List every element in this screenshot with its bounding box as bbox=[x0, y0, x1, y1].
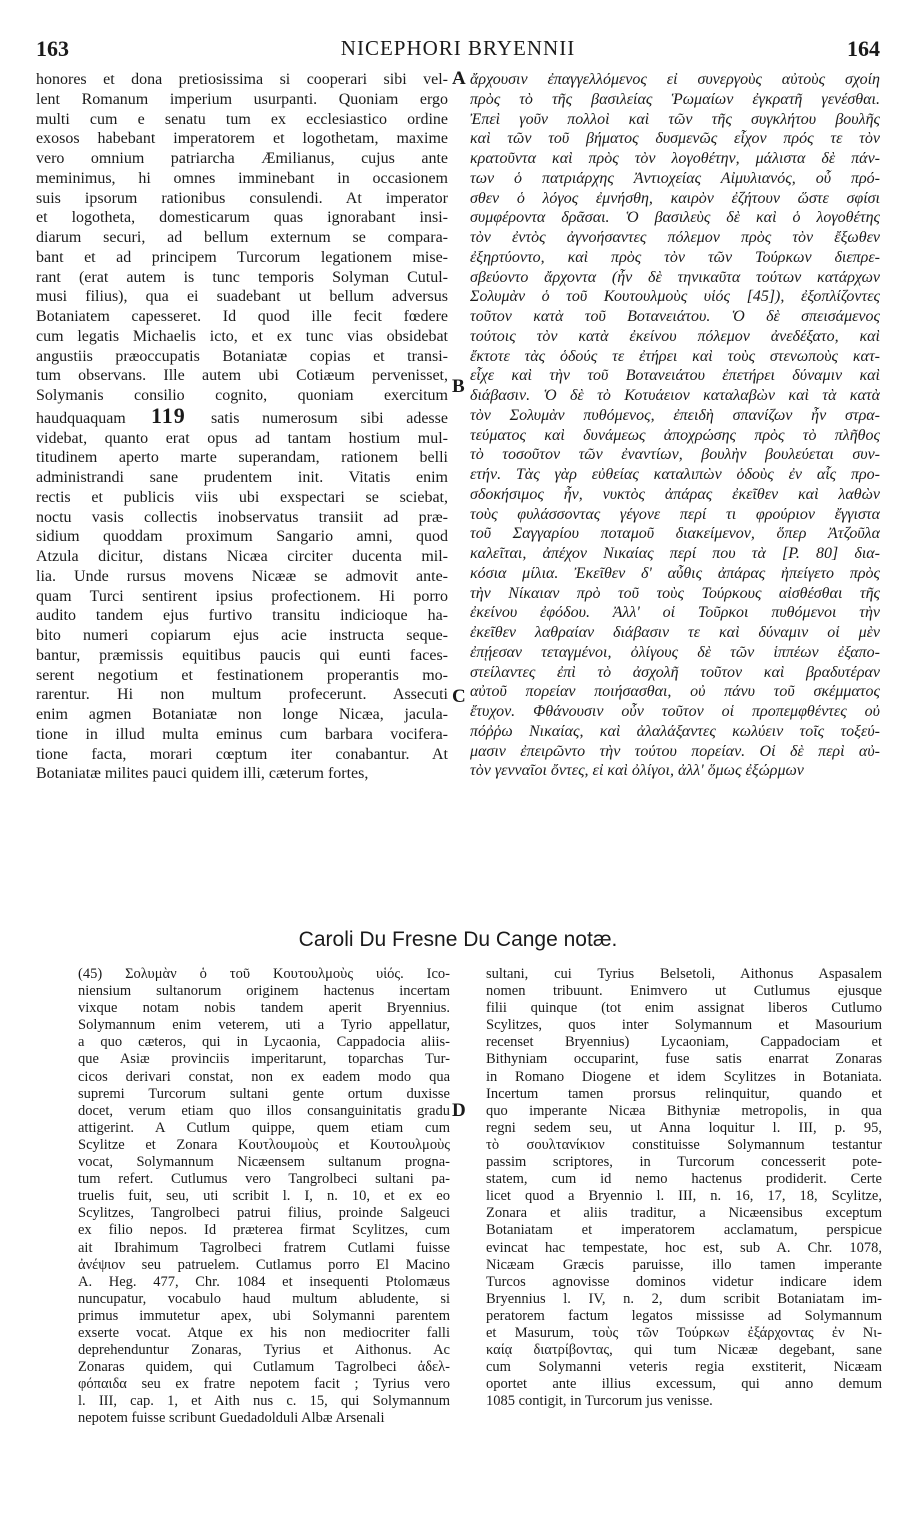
latin-text-column bbox=[36, 70, 448, 784]
latin-text-line: Botaniatæ milites pauci quidem illi, cæterum fortes, bbox=[36, 765, 369, 783]
note-text-line: Incertum tamen prorsus relinquitur, quando et bbox=[486, 1085, 882, 1102]
latin-text-line: rarentur. Hi non multum profecerunt. Assecuti bbox=[36, 686, 448, 704]
note-text-line: a quo cæteros, qui in Lycaonia, Cappadocia aliis- bbox=[78, 1034, 450, 1051]
note-text-line: oportet ante illius excessum, qui anno demum bbox=[486, 1376, 882, 1393]
latin-text-line: tum observans. Ille autem ubi Cotiæum pervenisset, bbox=[36, 367, 448, 385]
greek-text-line: τεύματος καὶ δυνάμεως ἀποχρώσης πρὸς τὸ πλῆθος bbox=[470, 426, 880, 444]
note-text-line: Nicæam Græcis paruisse, illo tamen imperante bbox=[486, 1256, 882, 1273]
latin-text-line: noctu vasis collectis inobservatus transiit ad præ- bbox=[36, 508, 448, 526]
latin-text-line: haudquaquam 119 satis numerosum sibi adesse bbox=[36, 406, 448, 429]
latin-text-line: honores et dona pretiosissima si cooperari sibi vel- bbox=[36, 71, 448, 88]
latin-text-line: bant et ad principem Turcorum legationem mise- bbox=[36, 248, 448, 266]
greek-text-line: σδοκήσιμος ἦν, νυκτὸς ἀπάρας ἐκεῖθεν καὶ λαθὼν bbox=[470, 485, 880, 503]
latin-text-line: lent Romanum imperium usurpanti. Quoniam ergo bbox=[36, 90, 448, 108]
latin-text-line: enim agmen Botaniatæ non longe Nicæa, jacula- bbox=[36, 706, 448, 723]
greek-text-line: πόῤῥω Νικαίας, καὶ ἀλαλάξαντες κωλύειν τοῖς τοξεύ- bbox=[470, 722, 880, 740]
greek-text-column bbox=[470, 70, 880, 781]
note-text-line: ait Ibrahimum Tagrolbeci fratrem Cutlami fuisse bbox=[78, 1239, 450, 1256]
note-text-line: Bithyniam occuparint, fuse satis enarrat Zonaras bbox=[486, 1051, 882, 1068]
note-text-line: φόπαιδα seu ex fratre nepotem facit ; Tyrius vero bbox=[78, 1376, 450, 1393]
greek-text-line: εἶχε καὶ τὴν τοῦ Βοτανειάτου ἐπετήρει δύναμιν καὶ bbox=[470, 367, 880, 385]
note-text-line: Zonara et aliis traditur, a Nicæensibus exceptum bbox=[486, 1205, 882, 1222]
latin-text-line: rectis et publicis viis ubi exspectari se sciebat, bbox=[36, 488, 448, 506]
page-number-left: 163 bbox=[36, 36, 69, 61]
running-title: NICEPHORI BRYENNII bbox=[340, 36, 576, 60]
greek-text-line: καλεῖται, ἀπέχον Νικαίας περί που τὰ [P. 80] δια- bbox=[470, 545, 880, 562]
note-text-line: niensium sultanorum originem hactenus incertam bbox=[78, 983, 450, 1000]
greek-text-line: τὸν ἐντὸς ἀγνοήσαντες πόλεμον πρὸς τὸν ἔξωθεν bbox=[470, 229, 880, 246]
note-text-line: tum refert. Cutlumus vero Tangrolbeci sultani pa- bbox=[78, 1171, 450, 1188]
latin-text-line: vero omnium patriarcha Æmilianus, cujus ante bbox=[36, 150, 448, 167]
note-text-line: Scylitzes, Tangrolbeci patrui filius, proinde Salgeuci bbox=[78, 1205, 450, 1222]
latin-text-line: quam Turci sentirent ipsius profectionem. Hi porro bbox=[36, 587, 448, 605]
notes-heading: Caroli Du Fresne Du Cange notæ. bbox=[298, 928, 618, 951]
note-text-line: Turcos agnovisse dominos videtur indicare idem bbox=[486, 1273, 882, 1290]
note-text-line: que Asiæ provinciis imperitarunt, toparchas Tur- bbox=[78, 1051, 450, 1068]
latin-text-line: sidium quoddam proximum Sangario amni, quod bbox=[36, 528, 448, 546]
note-text-line: quo imperante Nicæa Bithyniæ metropolis, in qua bbox=[486, 1102, 882, 1119]
greek-text-line: τούτοις τὸν κατὰ ἐκείνου πόλεμον ἀνεδέξατο, καὶ bbox=[470, 327, 880, 345]
latin-text-line: diarum securi, ad bellum externum se compara- bbox=[36, 229, 448, 246]
note-text-line: τὸ σουλτανίκιον constituisse Solymannum testantur bbox=[486, 1136, 882, 1153]
latin-text-line: videbat, quanto erat opus ad tantam hostium mul- bbox=[36, 429, 448, 447]
note-text-line: nepotem fuisse scribunt Guedadolduli Albæ Arsenali bbox=[78, 1410, 385, 1427]
latin-text-line: audito tandem ejus furtivo transitu indicioque ha- bbox=[36, 607, 448, 625]
note-text-line: καίᾳ διατρίβοντας, qui tum Nicææ degebant, sane bbox=[486, 1342, 882, 1359]
note-text-line: in Romano Diogene et idem Scylitzes in Botaniata. bbox=[486, 1068, 882, 1085]
latin-text-line: bito numeri copiarum ejus acie instructa seque- bbox=[36, 627, 448, 644]
greek-text-line: ετήν. Τὰς γὰρ εὐθείας καταλιπὼν ὁδοὺς ἐν αἷς προ- bbox=[470, 466, 880, 483]
greek-text-line: συμφέροντα δρᾶσαι. Ὁ βασιλεὺς δὲ καὶ ὁ λογοθέτης bbox=[470, 209, 880, 227]
note-left-column bbox=[78, 966, 450, 1428]
greek-text-line: ἔκτοτε τὰς ὁδούς τε ἐτήρει καὶ τοὺς στενωποὺς κατ- bbox=[470, 347, 880, 365]
note-text-line: regni sedem seu, ut Anna loquitur l. III, p. 95, bbox=[486, 1119, 882, 1136]
greek-text-line: σβεύοντο ἄρχοντα (ἦν δὲ τηνικαῦτα τούτων κατάρχων bbox=[470, 268, 880, 286]
note-text-line: Scylitze et Zonara Κουτλουμοὺς et Κουτουλμοὺς bbox=[78, 1136, 450, 1153]
latin-text-line: tione facta, morari cœptum iter conabantur. At bbox=[36, 745, 448, 763]
latin-text-line: titudinem aperto marte superandam, rationem belli bbox=[36, 449, 448, 467]
greek-text-line: πρὸς τὸ τῆς βασιλείας Ῥωμαίων ἐγκρατῆ γενέσθαι. bbox=[470, 90, 880, 108]
note-text-line: nuncupatur, vocabulo haud multum abludente, si bbox=[78, 1290, 450, 1307]
note-text-line: vocat, Solymannum Nicæensem sultanum progna- bbox=[78, 1154, 450, 1171]
latin-text-line: administrandi sane prudentem init. Vitatis enim bbox=[36, 469, 448, 486]
note-text-line: truelis fuit, seu, uti scribit l. I, n. 10, et ex eo bbox=[78, 1188, 450, 1205]
note-text-line: primus immutetur apex, ubi Solymanni parentem bbox=[78, 1307, 450, 1324]
note-text-line: statem, cum id nemo hactenus prodiderit. Certe bbox=[486, 1171, 882, 1188]
note-text-line: docet, verum etiam quo illos consanguinitatis gradu bbox=[78, 1102, 450, 1119]
greek-text-line: αὐτοῦ πορείαν ποιήσασθαι, οὐ πάνυ τοῦ σκέμματος bbox=[470, 683, 880, 701]
greek-text-line: ἐπῄεσαν τεταγμένοι, ὀλίγους δὲ τῶν ἱππέων ἐξαπο- bbox=[470, 643, 880, 661]
greek-text-line: Ἐπεὶ γοῦν πολλοὶ καὶ τῶν τῆς συγκλήτου βουλῆς bbox=[470, 110, 880, 128]
note-text-line: l. III, cap. 1, et Aith nus c. 15, qui Solymannum bbox=[78, 1393, 450, 1410]
greek-text-line: ἐκεῖθεν λαθραίαν διάβασιν τε καὶ δύναμιν οἱ μὲν bbox=[470, 624, 880, 641]
greek-text-line: τὸν γενναῖοι ὄντες, εἰ καὶ ὀλίγοι, ἀλλ' ὅμως ἐξώρμων bbox=[470, 762, 804, 780]
greek-text-line: τὴν Νίκαιαν πρὸ τοῦ τοὺς Τούρκους αἰσθέσθαι τῆς bbox=[470, 584, 880, 602]
note-text-line: 1085 contigit, in Turcorum jus venisse. bbox=[486, 1393, 713, 1410]
greek-text-line: Σολυμὰν ὁ τοῦ Κουτουλμοὺς υἱός [45]), ἐξοπλίζοντες bbox=[470, 288, 880, 306]
greek-text-line: των ὁ πατριάρχης Ἀντιοχείας Αἰμυλιανός, οὗ πρό- bbox=[470, 169, 880, 187]
note-text-line: A. Heg. 477, Chr. 1084 et insequenti Ptolomæus bbox=[78, 1273, 450, 1290]
page-number-right: 164 bbox=[847, 36, 880, 61]
greek-text-line: μασιν ἐπειρῶντο τὴν τούτου πορείαν. Οἱ δὲ περὶ αὐ- bbox=[470, 742, 880, 760]
greek-text-line: τοῦ Σαγγαρίου ποταμοῦ διακείμενον, ὅπερ Ἀτζοῦλα bbox=[470, 525, 880, 543]
note-text-line: filii quinque (tot enim assignat liberos Cutlumo bbox=[486, 1000, 882, 1017]
note-text-line: licet quod a Bryennio l. III, n. 16, 17, 18, Scylitze, bbox=[486, 1188, 882, 1205]
note-text-line: cicos derivari constat, non ex eadem modo qua bbox=[78, 1068, 450, 1085]
note-text-line: evincat hac tempestate, hoc est, sub A. Chr. 1078, bbox=[486, 1239, 882, 1256]
latin-text-line: suis ipsorum rationibus consulendi. At imperator bbox=[36, 189, 448, 207]
greek-text-line: τοῦτον κατὰ τοῦ Βοτανειάτου. Ὁ δὲ σπεισάμενος bbox=[470, 308, 880, 325]
note-text-line: (45) Σολυμὰν ὁ τοῦ Κουτουλμοὺς υἱός. Ico- bbox=[78, 966, 450, 982]
latin-text-line: cum legatis Michaelis icto, et ex tunc vias obsidebat bbox=[36, 327, 448, 345]
note-text-line: Botaniatam et imperatorem acclamatum, perspicue bbox=[486, 1222, 882, 1239]
greek-text-line: ἐξηρτύοντο, καὶ πρὸς τὸν τῶν Τούρκων διεπρε- bbox=[470, 248, 880, 266]
greek-text-line: ἔτυχον. Φθάνουσιν οὖν τοῦτον οἱ προπεμφθέντες οὐ bbox=[470, 703, 880, 720]
margin-marker-d: D bbox=[452, 1100, 466, 1121]
latin-text-line: et logotheta, domesticarum quas ignorabant insi- bbox=[36, 209, 448, 227]
note-text-line: supremi Turcorum sultani gente ortum duxisse bbox=[78, 1085, 450, 1102]
note-text-line: nomen tribuunt. Enimvero ut Cutlumus ejusque bbox=[486, 983, 882, 1000]
margin-marker-a: A bbox=[452, 68, 466, 89]
note-text-line: Solymannum enim veterem, uti a Tyrio appellatur, bbox=[78, 1017, 450, 1034]
latin-text-line: musi filius), qua ei suadebant ut bellum adversus bbox=[36, 288, 448, 306]
greek-text-line: κόσια μίλια. Ἐκεῖθεν δ' αὖθις ἀπάρας ἠπείγετο πρὸς bbox=[470, 564, 880, 582]
note-text-line: ἀνέψιον seu patruelem. Cutlamus porro El Macino bbox=[78, 1256, 450, 1273]
note-text-line: cum Solymanni veteris regia exstiterit, Nicæam bbox=[486, 1359, 882, 1376]
note-text-line: attigerint. A Cutlum quippe, quem etiam cum bbox=[78, 1119, 450, 1136]
latin-text-fragment: satis numerosum sibi adesse bbox=[210, 409, 448, 427]
note-text-line: Zonaras quidem, qui Cutlamum Tagrolbeci ἀδελ- bbox=[78, 1359, 450, 1376]
latin-text-line: multi cum e senatu tum ex ecclesiastico ordine bbox=[36, 110, 448, 128]
margin-marker-b: B bbox=[452, 376, 465, 397]
greek-text-line: ἄρχουσιν ἐπαγγελλόμενος εἰ συνεργοὺς αὐτοὺς σχοίη bbox=[470, 71, 880, 88]
latin-text-line: lia. Unde rursus movens Nicææ se admovit ante- bbox=[36, 567, 448, 585]
latin-text-line: exosos habebant imperatorem et logothetam, maxime bbox=[36, 130, 448, 148]
margin-marker-c: C bbox=[452, 686, 466, 707]
greek-text-line: τὸν Σολυμὰν πυθόμενος, ἐπειδὴ σπανίζων ἦν στρα- bbox=[470, 406, 880, 424]
latin-text-line: rant (erat autem is tunc temporis Solyman Cutul- bbox=[36, 268, 448, 286]
greek-text-line: στείλαντες ἐπὶ τὸ ἀσχολῆ τοῦτον καὶ βραδυτέραν bbox=[470, 663, 880, 681]
note-text-line: Bryennius l. IV, n. 2, dum scribit Botaniatam im- bbox=[486, 1290, 882, 1307]
latin-text-line: bantur, præmissis equitibus paucis qui eunti faces- bbox=[36, 646, 448, 664]
folio-number: 119 bbox=[125, 405, 211, 428]
note-text-line: vixque notam nobis tandem aperit Bryennius. bbox=[78, 1000, 450, 1017]
latin-text-line: Solymanis consilio cognito, quoniam exercitum bbox=[36, 387, 448, 404]
latin-text-line: angustiis præoccupatis Botaniatæ copias et transi- bbox=[36, 347, 448, 365]
note-text-line: recenset Bryennius) Lycaoniam, Cappadociam et bbox=[486, 1034, 882, 1051]
note-right-column bbox=[486, 966, 882, 1410]
greek-text-line: σθεν ὁ λόγος ἐμνήσθη, καιρὸν ἐζήτουν ὥστε σφίσι bbox=[470, 189, 880, 207]
note-text-line: peratorem factum legatos mississe ad Solymannum bbox=[486, 1307, 882, 1324]
latin-text-line: tione in illud multa eminus cum barbara vocifera- bbox=[36, 725, 448, 743]
greek-text-line: καὶ τῶν τοῦ βήματος δυσμενῶς εἶχον πρός τε τὸν bbox=[470, 130, 880, 148]
greek-text-line: ἐκείνου ἐφόδου. Ἀλλ' οἱ Τοῦρκοι πυθόμενοι τὴν bbox=[470, 604, 880, 622]
note-text-line: Scylitzes, quos inter Solymannum et Masourium bbox=[486, 1017, 882, 1034]
note-text-line: exserte vocat. Atque ex his non mediocriter falli bbox=[78, 1324, 450, 1341]
note-text-line: et Masurum, τοὺς τῶν Τούρκων ἐξάρχοντας ἐν Νι- bbox=[486, 1324, 882, 1341]
note-text-line: ex filio nepos. Id præterea firmat Scylitzes, cum bbox=[78, 1222, 450, 1239]
greek-text-line: τοὺς φυλάσσοντας γέγονε περί τι φρούριον ἔγγιστα bbox=[470, 505, 880, 523]
latin-text-line: serent negotium et festinationem properantis mo- bbox=[36, 666, 448, 684]
latin-text-line: Atzula dicitur, distans Nicæa circiter ducenta mil- bbox=[36, 548, 448, 565]
greek-text-line: τὸ τοσοῦτον τῶν ἐναντίων, βουλὴν βουλεύεται συν- bbox=[470, 446, 880, 464]
page-header bbox=[36, 36, 880, 66]
note-text-line: deprehenduntur Zonaras, Tyrius et Aithonus. Ac bbox=[78, 1342, 450, 1359]
note-text-line: sultani, cui Tyrius Belsetoli, Aithonus Aspasalem bbox=[486, 966, 882, 982]
latin-text-line: Botaniatem capesseret. Id quod ille fecit fœdere bbox=[36, 308, 448, 325]
note-text-line: passim scriptores, in Turcorum concesserit pote- bbox=[486, 1154, 882, 1171]
greek-text-line: κρατοῦντα καὶ πρὸς τὸν λογοθέτην, μάλιστα δὲ πάν- bbox=[470, 150, 880, 167]
greek-text-line: διάβασιν. Ὁ δὲ τὸ Κοτυάειον καταλαβὼν καὶ τὰ κατὰ bbox=[470, 387, 880, 404]
latin-text-line: meminimus, hi omnes imminebant in occasionem bbox=[36, 169, 448, 187]
